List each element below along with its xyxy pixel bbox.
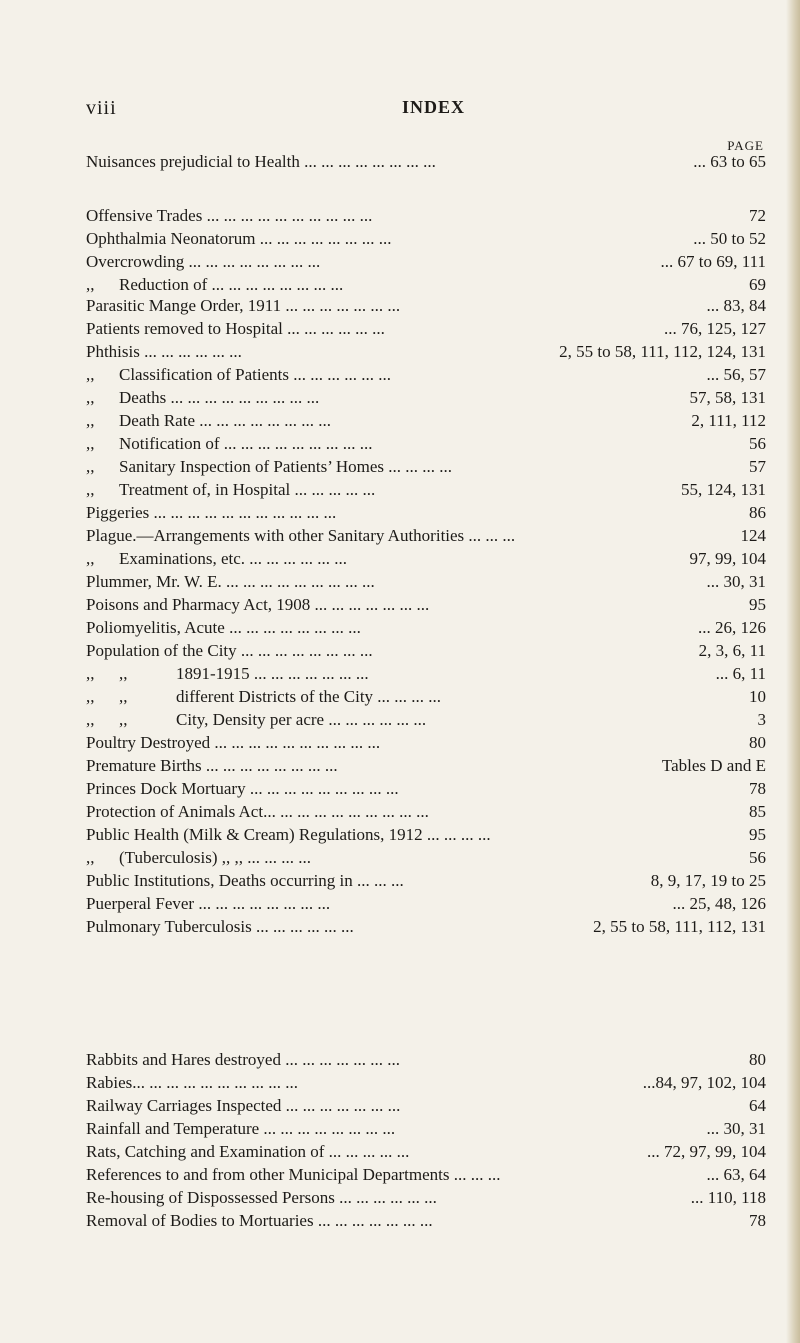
- entry-label: 1891-1915 ... ... ... ... ... ... ...: [176, 664, 369, 683]
- entry-pages: 3: [757, 710, 766, 729]
- entry-pages: 86: [749, 503, 766, 522]
- index-title: INDEX: [402, 97, 466, 117]
- index-entry: [86, 250, 766, 273]
- entry-pages: ... 72, 97, 99, 104: [647, 1142, 766, 1161]
- entry-pages: 8, 9, 17, 19 to 25: [650, 871, 766, 890]
- entry-label: Railway Carriages Inspected ... ... ... ... ... ... ...: [86, 1096, 401, 1115]
- index-entry: [86, 204, 766, 227]
- index-entry: [86, 524, 766, 547]
- index-entry: [86, 317, 766, 340]
- page-header: [0, 97, 800, 123]
- index-entry: [86, 593, 766, 616]
- ditto-mark: ,,: [86, 687, 95, 706]
- ditto-mark: ,,: [86, 480, 95, 499]
- entry-label: Classification of Patients ... ... ... ... ... ...: [119, 365, 391, 384]
- index-entry: [86, 616, 766, 639]
- entry-pages: ... 6, 11: [715, 664, 766, 683]
- index-entry: [86, 639, 766, 662]
- entry-label: Poisons and Pharmacy Act, 1908 ... ... ... ... ... ... ...: [86, 595, 430, 614]
- index-entry: [86, 731, 766, 754]
- entry-label: Phthisis ... ... ... ... ... ...: [86, 342, 242, 361]
- entry-pages: 10: [749, 687, 766, 706]
- index-section-p: [86, 294, 766, 938]
- entry-pages: 2, 3, 6, 11: [698, 641, 766, 660]
- entry-label: Nuisances prejudicial to Health ... ... ... ... ... ... ... ...: [86, 152, 436, 171]
- index-entry: [86, 892, 766, 915]
- entry-pages: ... 76, 125, 127: [664, 319, 766, 338]
- entry-pages: ... 83, 84: [706, 296, 766, 315]
- index-entry: [86, 708, 766, 731]
- ditto-mark: ,,: [86, 411, 95, 430]
- entry-pages: 80: [749, 1050, 766, 1069]
- entry-pages: ... 30, 31: [706, 1119, 766, 1138]
- entry-label: Death Rate ... ... ... ... ... ... ... ...: [119, 411, 331, 430]
- entry-label: (Tuberculosis) ,, ,, ... ... ... ...: [119, 848, 312, 867]
- entry-pages: 64: [749, 1096, 766, 1115]
- entry-label: Sanitary Inspection of Patients’ Homes ... ... ... ...: [119, 457, 453, 476]
- ditto-mark: ,,: [119, 664, 128, 683]
- index-entry: [86, 777, 766, 800]
- index-entry: [86, 501, 766, 524]
- ditto-mark: ,,: [86, 457, 95, 476]
- ditto-mark: ,,: [86, 275, 95, 294]
- entry-label: Re-housing of Dispossessed Persons ... ... ... ... ... ...: [86, 1188, 437, 1207]
- entry-label: Parasitic Mange Order, 1911 ... ... ... ... ... ... ...: [86, 296, 401, 315]
- index-entry: [86, 1140, 766, 1163]
- ditto-mark: ,,: [86, 848, 95, 867]
- entry-pages: ...84, 97, 102, 104: [642, 1073, 766, 1092]
- entry-label: Rabies... ... ... ... ... ... ... ... ... ...: [86, 1073, 299, 1092]
- entry-label: Deaths ... ... ... ... ... ... ... ... ...: [119, 388, 320, 407]
- entry-label: Notification of ... ... ... ... ... ... ... ... ...: [119, 434, 373, 453]
- index-entry: [86, 1117, 766, 1140]
- entry-label: Patients removed to Hospital ... ... ... ... ... ...: [86, 319, 385, 338]
- entry-label: Removal of Bodies to Mortuaries ... ... ... ... ... ... ...: [86, 1211, 433, 1230]
- entry-label: Protection of Animals Act... ... ... ... ... ... ... ... ... ...: [86, 802, 429, 821]
- ditto-mark: ,,: [86, 388, 95, 407]
- index-entry: [86, 227, 766, 250]
- index-entry: [86, 294, 766, 317]
- entry-pages: ... 63 to 65: [693, 152, 766, 171]
- page-number: viii: [86, 97, 117, 119]
- entry-pages: 95: [749, 595, 766, 614]
- entry-pages: 55, 124, 131: [681, 480, 766, 499]
- index-entry: [86, 386, 766, 409]
- entry-pages: 56: [749, 848, 766, 867]
- index-entry: [86, 1094, 766, 1117]
- entry-label: Piggeries ... ... ... ... ... ... ... ... ... ... ...: [86, 503, 337, 522]
- entry-pages: ... 50 to 52: [693, 229, 766, 248]
- entry-label: Public Institutions, Deaths occurring in ... ... ...: [86, 871, 404, 890]
- index-entry: [86, 1071, 766, 1094]
- ditto-mark: ,,: [86, 710, 95, 729]
- index-entry: [86, 150, 766, 173]
- entry-label: Pulmonary Tuberculosis ... ... ... ... ... ...: [86, 917, 354, 936]
- entry-label: Rainfall and Temperature ... ... ... ... ... ... ... ...: [86, 1119, 396, 1138]
- index-entry: [86, 547, 766, 570]
- ditto-mark: ,,: [86, 434, 95, 453]
- entry-pages: ... 67 to 69, 111: [660, 252, 766, 271]
- index-entry: [86, 869, 766, 892]
- entry-pages: 80: [749, 733, 766, 752]
- index-entry: [86, 1186, 766, 1209]
- entry-label: Reduction of ... ... ... ... ... ... ... ...: [119, 275, 344, 294]
- entry-label: References to and from other Municipal Departments ... ... ...: [86, 1165, 501, 1184]
- entry-pages: 85: [749, 802, 766, 821]
- index-entry: [86, 915, 766, 938]
- index-entry: [86, 340, 766, 363]
- entry-label: Public Health (Milk & Cream) Regulations, 1912 ... ... ... ...: [86, 825, 491, 844]
- ditto-mark: ,,: [119, 687, 128, 706]
- index-entry: [86, 455, 766, 478]
- entry-pages: 124: [740, 526, 766, 545]
- ditto-mark: ,,: [86, 365, 95, 384]
- index-entry: [86, 846, 766, 869]
- entry-pages: 95: [749, 825, 766, 844]
- entry-pages: 78: [749, 779, 766, 798]
- index-section-n: [86, 150, 766, 173]
- entry-label: Offensive Trades ... ... ... ... ... ... ... ... ... ...: [86, 206, 373, 225]
- page-column-label: PAGE: [727, 138, 764, 153]
- index-entry: [86, 570, 766, 593]
- index-entry: [86, 409, 766, 432]
- entry-pages: 57: [749, 457, 766, 476]
- entry-label: Poliomyelitis, Acute ... ... ... ... ... ... ... ...: [86, 618, 361, 637]
- index-entry: [86, 1163, 766, 1186]
- index-entry: [86, 1209, 766, 1232]
- index-entry: [86, 432, 766, 455]
- entry-label: Premature Births ... ... ... ... ... ... ... ...: [86, 756, 338, 775]
- index-entry: [86, 800, 766, 823]
- entry-label: City, Density per acre ... ... ... ... ... ...: [176, 710, 427, 729]
- index-entry: [86, 754, 766, 777]
- entry-pages: ... 63, 64: [706, 1165, 766, 1184]
- entry-pages: 69: [749, 275, 766, 294]
- entry-label: different Districts of the City ... ... ... ...: [176, 687, 442, 706]
- index-entry: [86, 478, 766, 501]
- entry-label: Puerperal Fever ... ... ... ... ... ... ... ...: [86, 894, 331, 913]
- entry-label: Plummer, Mr. W. E. ... ... ... ... ... ... ... ... ...: [86, 572, 375, 591]
- entry-label: Poultry Destroyed ... ... ... ... ... ... ... ... ... ...: [86, 733, 381, 752]
- entry-pages: 2, 111, 112: [691, 411, 766, 430]
- index-entry: [86, 1048, 766, 1071]
- entry-pages: ... 25, 48, 126: [672, 894, 766, 913]
- entry-pages: Tables D and E: [661, 756, 766, 775]
- entry-label: Rabbits and Hares destroyed ... ... ... ... ... ... ...: [86, 1050, 400, 1069]
- entry-label: Population of the City ... ... ... ... ... ... ... ...: [86, 641, 373, 660]
- entry-pages: ... 110, 118: [690, 1188, 766, 1207]
- entry-label: Princes Dock Mortuary ... ... ... ... ... ... ... ... ...: [86, 779, 399, 798]
- index-entry: [86, 823, 766, 846]
- page-edge: [786, 0, 800, 1343]
- index-section-r: [86, 1048, 766, 1232]
- entry-label: Examinations, etc. ... ... ... ... ... ...: [119, 549, 348, 568]
- entry-pages: ... 56, 57: [706, 365, 766, 384]
- entry-label: Ophthalmia Neonatorum ... ... ... ... ... ... ... ...: [86, 229, 392, 248]
- entry-pages: 57, 58, 131: [689, 388, 766, 407]
- entry-label: Rats, Catching and Examination of ... ... ... ... ...: [86, 1142, 410, 1161]
- entry-label: Overcrowding ... ... ... ... ... ... ... ...: [86, 252, 321, 271]
- ditto-mark: ,,: [86, 664, 95, 683]
- entry-label: Plague.—Arrangements with other Sanitary Authorities ... ... ...: [86, 526, 516, 545]
- entry-pages: 97, 99, 104: [689, 549, 766, 568]
- entry-pages: ... 26, 126: [698, 618, 766, 637]
- index-entry: [86, 363, 766, 386]
- index-section-o: [86, 204, 766, 296]
- index-entry: [86, 662, 766, 685]
- index-entry: [86, 273, 766, 296]
- entry-pages: 2, 55 to 58, 111, 112, 131: [593, 917, 766, 936]
- entry-pages: 2, 55 to 58, 111, 112, 124, 131: [559, 342, 766, 361]
- index-entry: [86, 685, 766, 708]
- entry-pages: 56: [749, 434, 766, 453]
- entry-pages: 72: [749, 206, 766, 225]
- entry-pages: ... 30, 31: [706, 572, 766, 591]
- ditto-mark: ,,: [86, 549, 95, 568]
- ditto-mark: ,,: [119, 710, 128, 729]
- entry-label: Treatment of, in Hospital ... ... ... ... ...: [119, 480, 376, 499]
- entry-pages: 78: [749, 1211, 766, 1230]
